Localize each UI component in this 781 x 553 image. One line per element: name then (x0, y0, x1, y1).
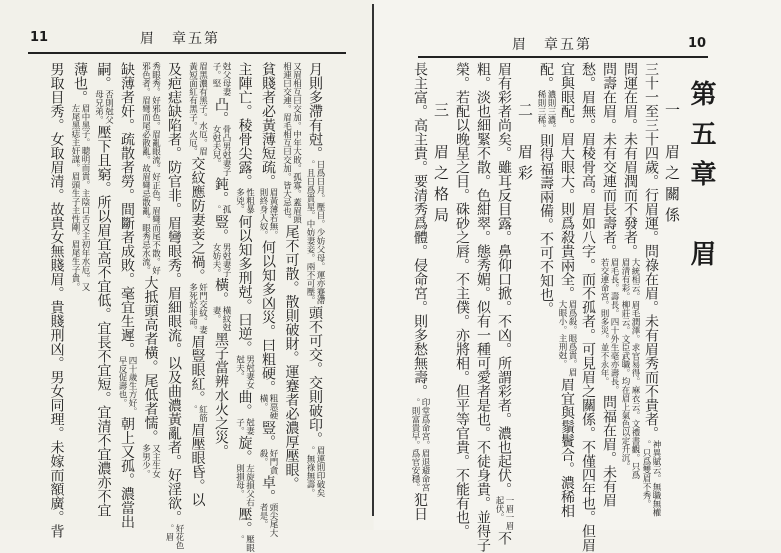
page-number: 10 (688, 36, 707, 51)
text-column (282, 62, 302, 491)
annotation-note: 一眉一眉起伏。 (494, 496, 514, 530)
text-column (599, 62, 619, 507)
annotation-note: 尅妻子。 (234, 417, 255, 435)
body-text: 問運在眉。未有眉潤而不發者。 (622, 62, 638, 258)
chapter-title: 第五章 眉 (686, 80, 716, 280)
left-page (0, 0, 373, 552)
text-column (641, 62, 661, 518)
annotation-note: 眉連則印破矣。無祿無壽。 (305, 445, 325, 497)
body-text: 凸。 (213, 97, 229, 125)
text-column (47, 62, 67, 538)
body-text: 愁。眉無。眉稜骨高。眉如八字。而不孤者。可見眉之關係。不僅四年也。但眉 (580, 62, 596, 552)
body-text: 月則多滯有尅。 (307, 62, 323, 160)
annotation-note: 眉黃薄若無。則終身人奴。 (258, 188, 278, 239)
body-text: 二 眉彩 (516, 102, 534, 186)
body-text: 則得福壽兩備。不可不知也。 (538, 133, 554, 316)
annotation-note: 男尅妻女尅夫。 (234, 354, 255, 389)
body-text: 交紋應防妻妾之禍。 (189, 156, 206, 283)
body-text: 主陣亡。稜骨尖露。 (236, 62, 253, 188)
running-head: 眉 章五第 (512, 37, 592, 53)
body-text: 一 眉之關係 (663, 102, 681, 228)
annotation-note: 又眉相互曰交加。中年大敗。孤寡。蓋眉頭相連曰交連。眉毛相互曰交加。皆大忌也。 (281, 62, 302, 224)
text-column (258, 62, 278, 538)
header-rule (418, 56, 708, 58)
body-text: 大抵頭高者橫。尾低者懦。 (142, 275, 159, 444)
annotation-note: 尅父母妻子。堅 (211, 62, 231, 96)
body-text: 長主富。高主貴。要清秀爲體。侵命宮。則多愁無壽。 (412, 62, 428, 398)
annotation-note: 好門貪殺。 (258, 448, 278, 474)
body-text: 缺薄者奸。疏散者勞。間斷者成敗。毫宜生遲。 (119, 62, 135, 356)
body-text: 粗。淡也細緊不散。色紺翠。態秀媚。似有一種可愛者是也。不徒身貴。並得子 (475, 62, 491, 552)
annotation-note: 大統相云。眉毛潤澤。求官易得。麻衣云。文禮書觀。只爲眉清有彩。柳莊云。文臣武職。均在眉上氣色以定升沉。 (620, 258, 640, 479)
annotation-note: 印堂爲命宮。眉退避命宮。則富貴早。爲官安穩。 (410, 398, 430, 492)
text-column (305, 62, 325, 498)
annotation-note: 男尅妻子女妨夫。 (211, 242, 231, 277)
body-text: 配。 (538, 62, 554, 90)
body-text: 眉豎眼紅。 (189, 334, 206, 405)
body-text: 卓。 (260, 475, 276, 503)
section-heading (662, 62, 682, 228)
annotation-note: 又主生女多男少。 (140, 443, 161, 478)
body-text: 橫。 (213, 277, 229, 306)
annotation-note: 粗惡硬橫。 (258, 394, 278, 420)
body-text: 何以知多刑尅。曰逆。 (236, 214, 253, 355)
annotation-note: 孤。 (211, 205, 231, 214)
body-text: 三十一至三十四歲。行眉運。問祿在眉。未有眉秀而不貴者。 (643, 62, 659, 440)
annotation-note: 左旋損父右則損母。 (234, 463, 255, 506)
body-text: 男取目秀。女取眉清。故貴女無賤眉。貴賤刑凶。男女同理。未嫁而額廣。背 (48, 62, 65, 538)
body-text: 壓下且窮。所以眉宜高不宜低。宜長不宜短。宜清不宜濃亦不宜 (95, 125, 112, 517)
text-column (211, 62, 231, 458)
text-column (164, 62, 184, 551)
body-text: 不 (496, 531, 512, 545)
body-text: 曲。 (236, 389, 253, 418)
body-text: 黑子當辨水火之災。 (213, 332, 229, 458)
body-text: 何以知多凶災。曰粗硬。 (260, 240, 276, 394)
body-text: 貧賤者必黃薄短疏。 (260, 62, 276, 188)
page-number: 11 (30, 30, 49, 45)
body-text: 旋。 (236, 435, 253, 464)
annotation-note: 眉爲殺。眼爲貴。眉大眼小。主刑尅。 (557, 300, 577, 377)
text-column (452, 62, 472, 538)
body-text: 眉宜與鬚鬢合。濃稀相 (559, 377, 575, 518)
annotation-note: 性粗暴多兇。 (234, 188, 255, 214)
annotation-note: 神異賦云。無職無權。只爲雙眉不秀。 (641, 440, 661, 517)
running-head: 眉 章五第 (140, 31, 220, 47)
text-column (141, 62, 161, 479)
text-column (188, 62, 208, 507)
section-heading (431, 62, 451, 228)
annotation-note: 奸門交紋。妻多死於非命。 (187, 282, 208, 334)
body-text: 眉有彩者尚矣。雖耳反目露。鼻仰口掀。不凶。所謂彩者。濃也起伏。 (496, 62, 512, 496)
annotation-note: 日爲日月。壓目。少妨父母。運亦蹇滯。且日爲貴星。中妨妻妾。兩不可壓。 (305, 160, 325, 305)
body-text: 鈍。 (213, 177, 229, 205)
body-text: 問福在眉。未有眉 (601, 395, 617, 507)
body-text: 豎。 (213, 214, 229, 243)
text-column (536, 62, 556, 316)
header-rule (28, 52, 346, 54)
annotation-note: 秀眼秀。好邪色。眉亂眼流。好正色。眉彎而尾不散。好邪色者。眉彎而尾必散亂。故眉彎忌散亂。眼秀忌水流。 (140, 62, 161, 275)
text-column (235, 62, 255, 553)
annotation-note: 四十歲生方好。早反促壽也。 (117, 356, 137, 416)
annotation-note: 眉中黑子。聰明而貴。主陰口舌又主初年水厄。又左尾黑痣主奸謀。眉頭生子主性剛。眉尾生子貴。 (70, 104, 90, 291)
body-text: 尾不可散。散則破財。運蹇者必濃厚壓眼。 (283, 224, 300, 491)
annotation-note: 眉黑濃有黑子。水厄。眉黃短面紅有黑子。火厄。 (187, 62, 208, 156)
text-column (473, 62, 493, 552)
text-column (94, 62, 114, 517)
body-text: 嗣。 (95, 62, 112, 90)
annotation-note: 頭尖尾大者是。 (258, 503, 278, 537)
body-text: 薄也。 (72, 62, 88, 104)
text-column (620, 62, 640, 480)
annotation-note: 骨凸男尅妻子女尅夫兒。 (211, 125, 231, 176)
section-heading (515, 62, 535, 186)
annotation-note: 紅筋。 (187, 404, 208, 422)
annotation-note: 濃則三濃。稀則三稀。 (536, 90, 556, 133)
text-column (117, 62, 137, 529)
body-text: 壓。 (236, 507, 253, 535)
body-text: 犯日 (412, 492, 428, 521)
text-column (557, 62, 577, 518)
annotation-note: 眉毛長。壽長。四十外生毫亦壽長。若交連命宮。則多災。並不永年。 (599, 258, 619, 394)
body-text: 問壽在眉。未有交連而長壽者。 (601, 62, 617, 258)
annotation-note: 否則尅父母兄弟。 (93, 90, 114, 124)
body-text: 及疤痣缺陷者。防官非。眉彎眼秀。眉細眼流。以及曲濃黃亂者。好淫欲。 (166, 62, 182, 524)
text-column (70, 62, 90, 292)
annotation-note: 好花色。眉 (164, 524, 184, 550)
annotation-note: 橫紋尅妻。 (211, 305, 231, 331)
body-text: 朝上又孤。濃當出 (119, 416, 135, 529)
right-page (374, 0, 781, 552)
body-text: 頭不可交。交則破印。 (307, 305, 323, 446)
text-column (494, 62, 514, 545)
body-text: 榮。若配以晚星之目。硃砂之唇。不主僕。亦將相。但平等官貴。不能有也。 (454, 62, 470, 538)
body-text: 豎。 (260, 420, 276, 449)
body-text: 眉壓眼昏。以 (189, 422, 206, 507)
body-text: 宜與眼配。眉大眼大。則爲殺貴兩全。 (559, 62, 575, 300)
annotation-note: 壓眼。 (234, 535, 255, 552)
text-column (578, 62, 598, 552)
text-column (410, 62, 430, 521)
body-text: 三 眉之格局 (432, 102, 450, 228)
